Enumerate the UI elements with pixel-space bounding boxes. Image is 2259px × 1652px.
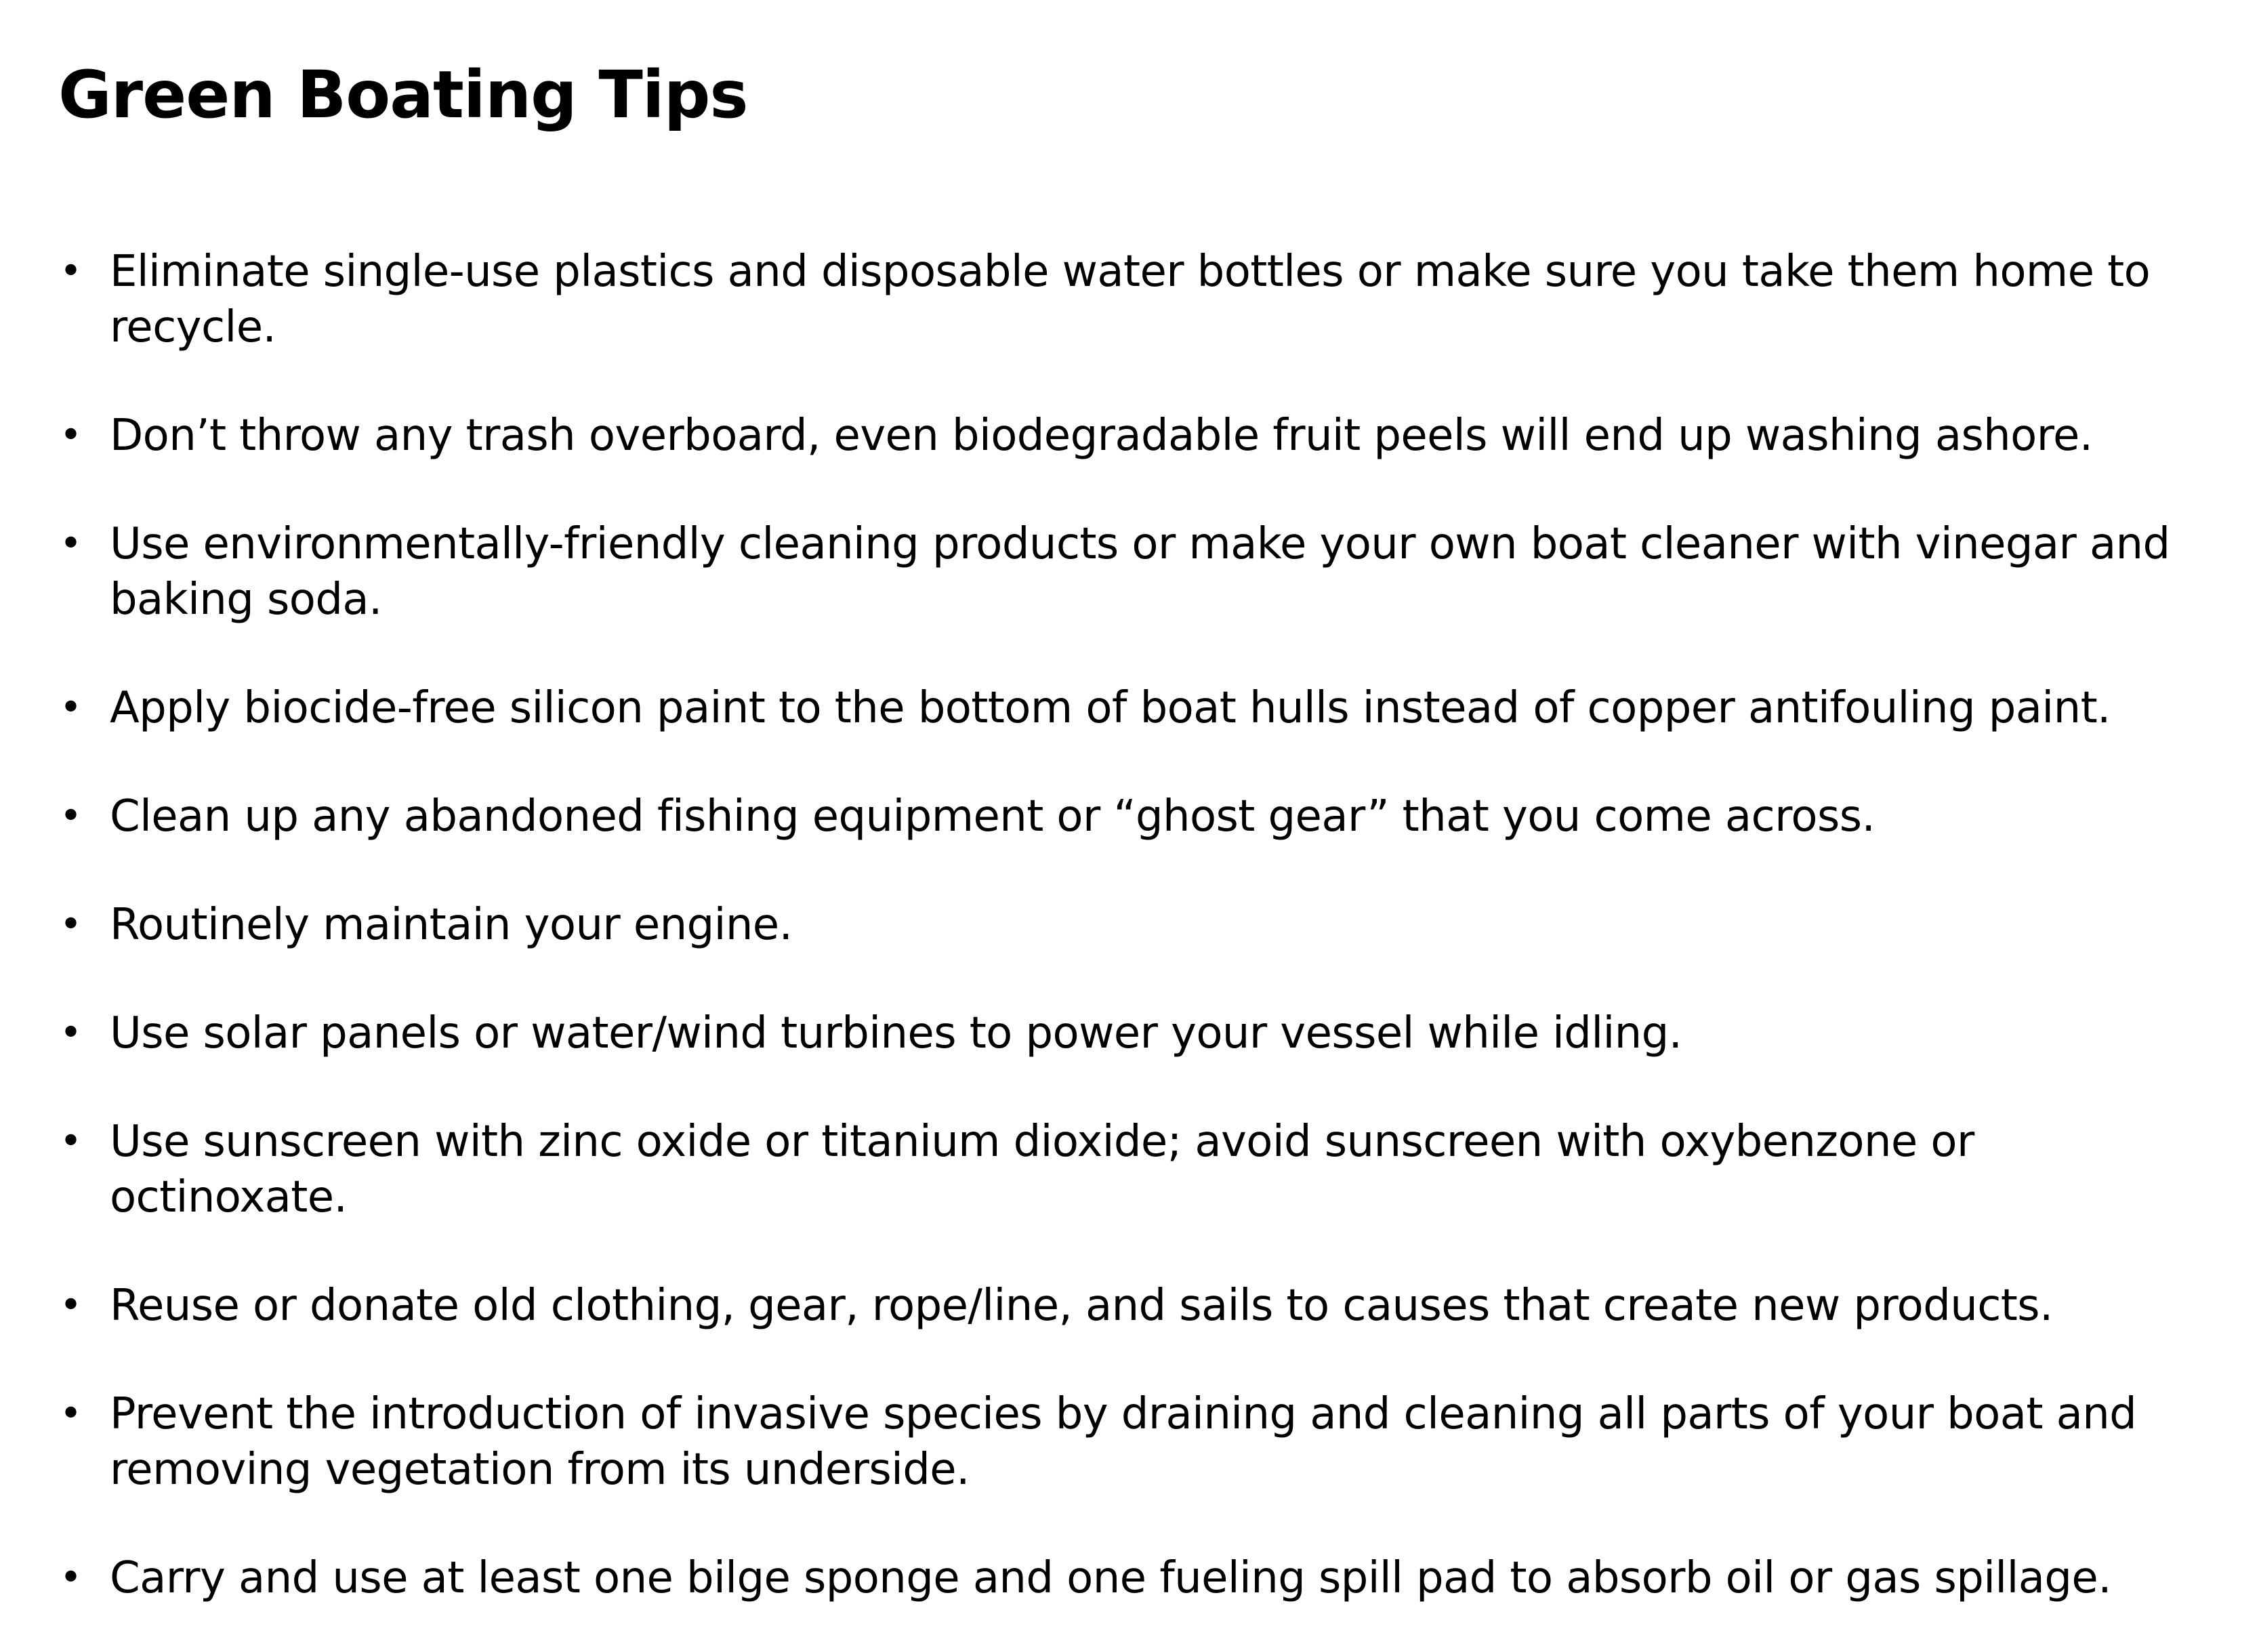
bullet-icon: • bbox=[60, 794, 82, 838]
bullet-icon: • bbox=[60, 686, 82, 730]
list-item bbox=[58, 1386, 2172, 1498]
list-item bbox=[58, 1114, 2172, 1225]
bullet-icon: • bbox=[60, 413, 82, 457]
bullet-icon: • bbox=[60, 522, 82, 566]
list-item bbox=[58, 516, 2172, 627]
list-item bbox=[58, 789, 2172, 844]
tip-text: Carry and use at least one bilge sponge and one fueling spill pad to absorb oil or gas spillage. bbox=[110, 1553, 2111, 1603]
list-item bbox=[58, 408, 2172, 463]
list-item bbox=[58, 1550, 2172, 1606]
tip-text: Apply biocide-free silicon paint to the bottom of boat hulls instead of copper antifouling paint. bbox=[110, 683, 2111, 733]
bullet-icon: • bbox=[60, 249, 82, 293]
bullet-icon: • bbox=[60, 1283, 82, 1327]
tip-text: Prevent the introduction of invasive species by draining and cleaning all parts of your boat and removing vegetation from its underside. bbox=[110, 1389, 2137, 1495]
tip-text: Use sunscreen with zinc oxide or titanium dioxide; avoid sunscreen with oxybenzone or octinoxate. bbox=[110, 1117, 1974, 1222]
list-item bbox=[58, 897, 2172, 953]
tip-text: Use environmentally-friendly cleaning products or make your own boat cleaner with vinegar and baking soda. bbox=[110, 519, 2170, 625]
tips-list bbox=[58, 244, 2172, 1606]
list-item bbox=[58, 1006, 2172, 1061]
list-item bbox=[58, 1278, 2172, 1334]
bullet-icon: • bbox=[60, 903, 82, 947]
tip-text: Routinely maintain your engine. bbox=[110, 900, 793, 950]
tip-text: Eliminate single-use plastics and disposable water bottles or make sure you take them home to recycle. bbox=[110, 247, 2151, 352]
tip-text: Clean up any abandoned fishing equipment or “ghost gear” that you come across. bbox=[110, 791, 1875, 842]
tip-text: Reuse or donate old clothing, gear, rope/line, and sails to causes that create new products. bbox=[110, 1281, 2053, 1331]
bullet-icon: • bbox=[60, 1556, 82, 1600]
bullet-icon: • bbox=[60, 1392, 82, 1436]
list-item bbox=[58, 244, 2172, 355]
tip-text: Don’t throw any trash overboard, even biodegradable fruit peels will end up washing ashore. bbox=[110, 411, 2093, 461]
list-item bbox=[58, 680, 2172, 736]
page-title: Green Boating Tips bbox=[58, 57, 748, 133]
bullet-icon: • bbox=[60, 1011, 82, 1055]
bullet-icon: • bbox=[60, 1119, 82, 1163]
tip-text: Use solar panels or water/wind turbines to power your vessel while idling. bbox=[110, 1008, 1682, 1058]
